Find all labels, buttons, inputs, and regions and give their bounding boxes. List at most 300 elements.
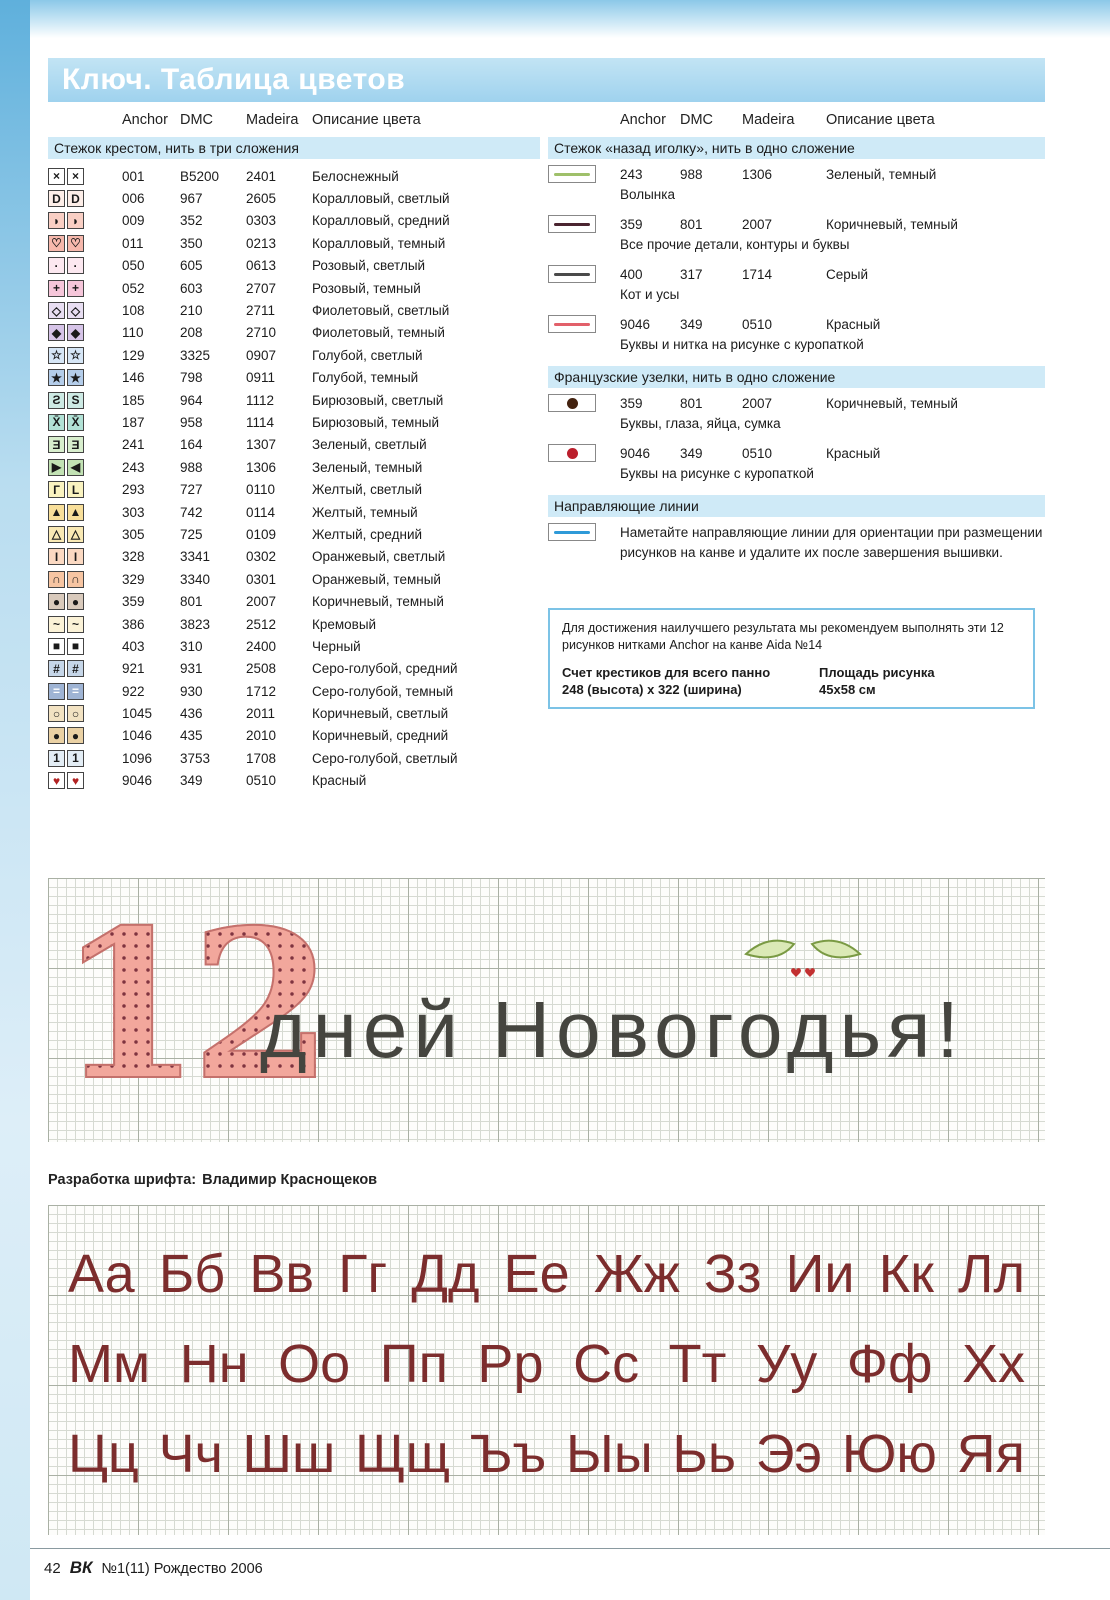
color-table-row [48, 658, 540, 680]
dmc-code: 801 [180, 594, 203, 610]
stitch-symbol-cell: 1 [48, 750, 65, 767]
stitch-symbol-cell: ◇ [48, 302, 65, 319]
table-header-right [548, 112, 1045, 137]
color-name: Зеленый, светлый [312, 437, 427, 453]
madeira-code: 2400 [246, 638, 277, 654]
color-name: Черный [312, 638, 361, 654]
alphabet-letter-pair: Ии [785, 1244, 855, 1304]
color-table-row [48, 590, 540, 612]
backstitch-symbol [548, 165, 596, 183]
madeira-code: 0109 [246, 526, 277, 542]
font-credit-value: Владимир Краснощеков [202, 1172, 378, 1188]
madeira-code: 2007 [742, 395, 773, 411]
stitch-symbol-cell: Ƨ [48, 392, 65, 409]
anchor-code: 006 [122, 191, 145, 207]
color-table-row [48, 680, 540, 702]
stitch-symbol-cell: ○ [67, 705, 84, 722]
alphabet-letter-pair: Пп [379, 1334, 448, 1394]
madeira-code: 1114 [246, 414, 275, 430]
color-name: Розовый, светлый [312, 258, 426, 274]
backstitch-symbol [548, 265, 596, 283]
stitch-symbol-cell: · [67, 257, 84, 274]
color-name: Белоснежный [312, 168, 399, 184]
stitch-symbol-cell: ◗ [48, 212, 65, 229]
stitch-symbol-cell: Ǝ [48, 436, 65, 453]
anchor-code: 9046 [122, 773, 153, 789]
alphabet-letter-pair: Фф [846, 1334, 933, 1394]
stitch-symbol-cell: # [48, 660, 65, 677]
usage-description: Кот и усы [620, 287, 680, 302]
color-name: Серо-голубой, темный [312, 683, 454, 699]
dmc-code: 317 [680, 266, 703, 282]
alphabet-letter-pair: Сс [573, 1334, 640, 1394]
alphabet-letter-pair: Гг [338, 1244, 388, 1304]
stitch-symbol-pair [48, 683, 122, 700]
color-table-row [48, 322, 540, 344]
color-name: Желтый, темный [312, 504, 418, 520]
color-name: Серо-голубой, средний [312, 661, 458, 677]
dmc-code: 210 [180, 303, 203, 319]
alphabet-letter-pair: Мм [68, 1334, 151, 1394]
section-french-knots: Французские узелки, нить в одно сложение [548, 366, 1045, 388]
backstitch-line [554, 223, 590, 226]
stitch-symbol-cell: ■ [67, 638, 84, 655]
stitch-symbol-pair [48, 727, 122, 744]
dmc-code: 164 [180, 437, 203, 453]
madeira-code: 1306 [742, 166, 773, 182]
magazine-logo: ВК [69, 1558, 93, 1577]
anchor-code: 303 [122, 504, 145, 520]
stitch-symbol-cell: # [67, 660, 84, 677]
color-table-row [48, 389, 540, 411]
alphabet-letter-pair: Яя [956, 1424, 1025, 1484]
dmc-code: 801 [680, 395, 703, 411]
color-table-row [48, 187, 540, 209]
color-table-row [48, 277, 540, 299]
anchor-code: 9046 [620, 316, 651, 332]
usage-description: Все прочие детали, контуры и буквы [620, 237, 850, 252]
usage-description: Буквы, глаза, яйца, сумка [620, 416, 781, 431]
holly-motif [738, 930, 868, 982]
color-table-row [48, 411, 540, 433]
french-knot-row [548, 444, 1045, 481]
french-knot-row [548, 394, 1045, 431]
guide-line-symbol [548, 523, 596, 541]
anchor-code: 185 [122, 392, 145, 408]
chart-number-12: 12 [58, 886, 324, 1126]
stitch-symbol-cell: 1 [67, 750, 84, 767]
dmc-code: 352 [180, 213, 203, 229]
dmc-code: 798 [180, 370, 203, 386]
color-name: Коралловый, темный [312, 235, 446, 251]
stitch-symbol-cell: Ǝ [67, 436, 84, 453]
usage-description: Буквы на рисунке с куропаткой [620, 466, 814, 481]
french-knot-symbol [548, 394, 596, 412]
anchor-code: 1046 [122, 728, 153, 744]
madeira-code: 2707 [246, 280, 277, 296]
dmc-code: 3325 [180, 347, 211, 363]
anchor-code: 243 [620, 166, 643, 182]
dmc-code: 801 [680, 216, 703, 232]
design-area-label: Площадь рисунка [819, 664, 935, 680]
color-name: Фиолетовый, светлый [312, 303, 450, 319]
stitch-symbol-cell: ◀ [67, 459, 84, 476]
dmc-code: 349 [680, 445, 703, 461]
color-table-row [48, 501, 540, 523]
stitch-symbol-pair [48, 481, 122, 498]
alphabet-letter-pair: Тт [668, 1334, 727, 1394]
madeira-code: 0613 [246, 258, 277, 274]
design-area-value: 45x58 см [819, 681, 876, 697]
backstitch-row [548, 165, 1045, 202]
dmc-code: 310 [180, 638, 203, 654]
madeira-code: 0114 [246, 504, 276, 520]
color-table-row [48, 434, 540, 456]
stitch-symbol-pair [48, 324, 122, 341]
dmc-code: 967 [180, 191, 203, 207]
stitch-symbol-pair [48, 212, 122, 229]
stitch-symbol-pair [48, 436, 122, 453]
page-number: 42 [44, 1560, 61, 1577]
alphabet-row [68, 1334, 1025, 1394]
stitch-symbol-pair [48, 190, 122, 207]
design-area [819, 665, 1021, 697]
stitch-symbol-cell: Г [48, 481, 65, 498]
stitch-symbol-cell: · [48, 257, 65, 274]
stitch-symbol-cell: × [67, 168, 84, 185]
stitch-symbol-pair [48, 616, 122, 633]
madeira-code: 0302 [246, 549, 277, 565]
stitch-symbol-pair [48, 280, 122, 297]
french-knot-symbol [548, 444, 596, 462]
dmc-code: 3823 [180, 616, 211, 632]
madeira-code: 2512 [246, 616, 277, 632]
anchor-code: 243 [122, 459, 145, 475]
color-name: Голубой, темный [312, 370, 419, 386]
color-table-row [48, 546, 540, 568]
stitch-symbol-pair [48, 571, 122, 588]
dmc-code: 350 [180, 235, 203, 251]
stitch-symbol-cell: ♥ [48, 772, 65, 789]
header-anchor: Anchor [620, 112, 666, 128]
dmc-code: 988 [680, 166, 703, 182]
color-name: Коралловый, средний [312, 213, 450, 229]
header-description: Описание цвета [312, 112, 421, 128]
anchor-code: 011 [122, 235, 144, 251]
stitch-symbol-pair [48, 526, 122, 543]
french-knot-dot [567, 448, 578, 459]
stitch-symbol-cell: ★ [67, 369, 84, 386]
french-knot-rows [548, 394, 1045, 481]
dmc-code: 605 [180, 258, 203, 274]
dmc-code: 725 [180, 526, 203, 542]
color-name: Серо-голубой, светлый [312, 750, 458, 766]
alphabet-letter-pair: Юю [841, 1424, 937, 1484]
madeira-code: 2007 [246, 594, 277, 610]
stitch-symbol-pair [48, 660, 122, 677]
alphabet-letter-pair: Щщ [355, 1424, 451, 1484]
anchor-code: 386 [122, 616, 145, 632]
anchor-code: 922 [122, 683, 145, 699]
color-name: Коричневый, светлый [312, 706, 449, 722]
color-table-row [48, 165, 540, 187]
alphabet-letter-pair: Лл [958, 1244, 1025, 1304]
color-name: Фиолетовый, темный [312, 325, 445, 341]
page-title-text: Ключ. Таблица цветов [62, 63, 406, 96]
alphabet-row [68, 1244, 1025, 1304]
madeira-code: 2508 [246, 661, 277, 677]
anchor-code: 241 [122, 437, 145, 453]
dmc-code: 349 [680, 316, 703, 332]
stitch-count [562, 665, 819, 697]
title-stitch-chart [48, 878, 1045, 1142]
anchor-code: 108 [122, 303, 145, 319]
stitch-symbol-cell: + [67, 280, 84, 297]
stitch-symbol-pair [48, 235, 122, 252]
alphabet-letter-pair: Бб [158, 1244, 226, 1304]
color-name: Коралловый, светлый [312, 191, 450, 207]
color-table-row [48, 613, 540, 635]
backstitch-line [554, 273, 590, 276]
anchor-code: 329 [122, 571, 145, 587]
madeira-code: 0303 [246, 213, 277, 229]
anchor-code: 146 [122, 370, 145, 386]
color-name: Кремовый [312, 616, 377, 632]
stitch-symbol-cell: + [48, 280, 65, 297]
anchor-code: 110 [122, 325, 144, 341]
stitch-symbol-cell: ● [67, 593, 84, 610]
stitch-symbol-pair [48, 369, 122, 386]
anchor-code: 293 [122, 482, 145, 498]
madeira-code: 1714 [742, 266, 773, 282]
color-table-row [48, 299, 540, 321]
font-credit-label: Разработка шрифта: [48, 1172, 197, 1188]
anchor-code: 921 [122, 661, 145, 677]
stitch-symbol-cell: X̄ [48, 414, 65, 431]
table-header-left [48, 112, 540, 137]
color-table-row [48, 770, 540, 792]
stitch-symbol-cell: △ [67, 526, 84, 543]
issue-info: №1(11) Рождество 2006 [101, 1561, 263, 1577]
header-madeira: Madeira [246, 112, 299, 128]
section-guide-lines: Направляющие линии [548, 495, 1045, 517]
dmc-code: 964 [180, 392, 203, 408]
stitch-symbol-pair [48, 392, 122, 409]
stitch-symbol-cell: ~ [67, 616, 84, 633]
backstitch-row [548, 215, 1045, 252]
stitch-symbol-cell: ● [48, 593, 65, 610]
alphabet-letter-pair: Дд [411, 1244, 480, 1304]
color-table-row [48, 568, 540, 590]
anchor-code: 187 [122, 414, 145, 430]
stitch-symbol-pair [48, 750, 122, 767]
madeira-code: 0911 [246, 370, 276, 386]
alphabet-letter-pair: Вв [249, 1244, 315, 1304]
dmc-code: 603 [180, 280, 203, 296]
dmc-code: 208 [180, 325, 203, 341]
stitch-symbol-cell: ♥ [67, 772, 84, 789]
color-name: Оранжевый, светлый [312, 549, 446, 565]
stitch-symbol-cell: I [48, 548, 65, 565]
backstitch-symbol [548, 215, 596, 233]
backstitch-column [548, 112, 1045, 709]
stitch-symbol-cell: ◆ [67, 324, 84, 341]
stitch-symbol-cell: ∩ [67, 571, 84, 588]
color-name: Коричневый, темный [826, 216, 958, 232]
alphabet-letter-pair: Зз [704, 1244, 762, 1304]
stitch-symbol-cell: ♡ [67, 235, 84, 252]
color-table-row [48, 367, 540, 389]
stitch-symbol-cell: ▲ [67, 504, 84, 521]
dmc-code: 931 [180, 661, 203, 677]
page-top-decoration [0, 0, 1110, 38]
color-name: Коричневый, темный [312, 594, 444, 610]
dmc-code: 3753 [180, 750, 211, 766]
color-name: Коричневый, темный [826, 395, 958, 411]
color-table-row [48, 747, 540, 769]
stitch-symbol-pair [48, 772, 122, 789]
alphabet-letter-pair: Шш [242, 1424, 336, 1484]
color-table-row [48, 635, 540, 657]
dmc-code: 436 [180, 706, 203, 722]
dmc-code: 988 [180, 459, 203, 475]
alphabet-letter-pair: Ее [503, 1244, 570, 1304]
stitch-symbol-pair [48, 168, 122, 185]
madeira-code: 2711 [246, 303, 276, 319]
madeira-code: 0213 [246, 235, 277, 251]
color-name: Бирюзовый, темный [312, 414, 440, 430]
stitch-symbol-cell: ○ [48, 705, 65, 722]
madeira-code: 1112 [246, 392, 275, 408]
color-table-row [48, 725, 540, 747]
stitch-symbol-pair [48, 548, 122, 565]
anchor-code: 9046 [620, 445, 651, 461]
dmc-code: 3341 [180, 549, 211, 565]
alphabet-letter-pair: Цц [68, 1424, 139, 1484]
dmc-code: 3340 [180, 571, 211, 587]
stitch-symbol-pair [48, 459, 122, 476]
stitch-symbol-cell: ● [48, 727, 65, 744]
madeira-code: 0301 [246, 571, 277, 587]
stitch-symbol-cell: = [48, 683, 65, 700]
anchor-code: 403 [122, 638, 145, 654]
stitch-symbol-cell: = [67, 683, 84, 700]
header-description: Описание цвета [826, 112, 935, 128]
stitch-symbol-pair [48, 257, 122, 274]
anchor-code: 359 [620, 395, 643, 411]
color-table-row [48, 255, 540, 277]
madeira-code: 1712 [246, 683, 277, 699]
madeira-code: 2401 [246, 168, 277, 184]
usage-description: Буквы и нитка на рисунке с куропаткой [620, 337, 864, 352]
alphabet-letter-pair: Нн [179, 1334, 249, 1394]
header-spacer [48, 112, 122, 128]
alphabet-letter-pair: Уу [755, 1334, 818, 1394]
madeira-code: 1306 [246, 459, 277, 475]
madeira-code: 0907 [246, 347, 277, 363]
guide-line [554, 531, 590, 534]
anchor-code: 052 [122, 280, 145, 296]
stitch-symbol-cell: S [67, 392, 84, 409]
madeira-code: 0110 [246, 482, 276, 498]
color-table-row [48, 232, 540, 254]
alphabet-letter-pair: Ыы [566, 1424, 653, 1484]
color-name: Коричневый, средний [312, 728, 449, 744]
stitch-symbol-pair [48, 414, 122, 431]
alphabet-letter-pair: Ээ [755, 1424, 823, 1484]
stitch-symbol-pair [48, 593, 122, 610]
madeira-code: 2007 [742, 216, 773, 232]
anchor-code: 001 [122, 168, 145, 184]
anchor-code: 328 [122, 549, 145, 565]
header-dmc: DMC [180, 112, 214, 128]
madeira-code: 1307 [246, 437, 277, 453]
alphabet-letter-pair: Чч [158, 1424, 223, 1484]
dmc-code: 435 [180, 728, 203, 744]
madeira-code: 2710 [246, 325, 277, 341]
stitch-symbol-cell: X̄ [67, 414, 84, 431]
madeira-code: 0510 [246, 773, 277, 789]
stitch-count-label: Счет крестиков для всего панно [562, 664, 771, 680]
backstitch-row [548, 265, 1045, 302]
header-spacer [548, 112, 620, 128]
alphabet-letter-pair: Аа [68, 1244, 135, 1304]
madeira-code: 2011 [246, 706, 276, 722]
color-table-row [48, 702, 540, 724]
alphabet-letter-pair: Жж [593, 1244, 680, 1304]
font-credit [48, 1172, 383, 1188]
stitch-symbol-pair [48, 705, 122, 722]
anchor-code: 400 [620, 266, 643, 282]
backstitch-row [548, 315, 1045, 352]
color-name: Бирюзовый, светлый [312, 392, 444, 408]
color-name: Зеленый, темный [312, 459, 423, 475]
stitch-symbol-pair [48, 504, 122, 521]
guide-lines-text: Наметайте направляющие линии для ориентации при размещении рисунков на канве и удалите их после завершения вышивки. [620, 525, 1043, 561]
dmc-code: 930 [180, 683, 203, 699]
alphabet-letter-pair: Ъъ [469, 1424, 547, 1484]
footer-divider [30, 1548, 1110, 1549]
stitch-symbol-pair [48, 302, 122, 319]
dmc-code: 742 [180, 504, 203, 520]
dmc-code: B5200 [180, 168, 220, 184]
page-footer [44, 1558, 263, 1578]
stitch-symbol-pair [48, 347, 122, 364]
backstitch-line [554, 323, 590, 326]
stitch-symbol-cell: × [48, 168, 65, 185]
stitch-symbol-cell: ◇ [67, 302, 84, 319]
stitch-symbol-cell: ☆ [67, 347, 84, 364]
section-cross-stitch: Стежок крестом, нить в три сложения [48, 137, 540, 159]
stitch-symbol-cell: ▶ [48, 459, 65, 476]
alphabet-letter-pair: Ьь [672, 1424, 736, 1484]
anchor-code: 359 [620, 216, 643, 232]
alphabet-stitch-chart [48, 1205, 1045, 1535]
backstitch-line [554, 173, 590, 176]
note-stats [562, 665, 1021, 697]
section-backstitch: Стежок «назад иголку», нить в одно сложение [548, 137, 1045, 159]
recommendation-note [548, 608, 1035, 709]
stitch-symbol-pair [48, 638, 122, 655]
madeira-code: 1708 [246, 750, 277, 766]
color-name: Розовый, темный [312, 280, 421, 296]
color-table-row [48, 523, 540, 545]
chart-phrase: дней Новогодья! [260, 985, 965, 1074]
french-knot-dot [567, 398, 578, 409]
anchor-code: 1096 [122, 750, 153, 766]
stitch-symbol-cell: ◗ [67, 212, 84, 229]
alphabet-row [68, 1424, 1025, 1484]
